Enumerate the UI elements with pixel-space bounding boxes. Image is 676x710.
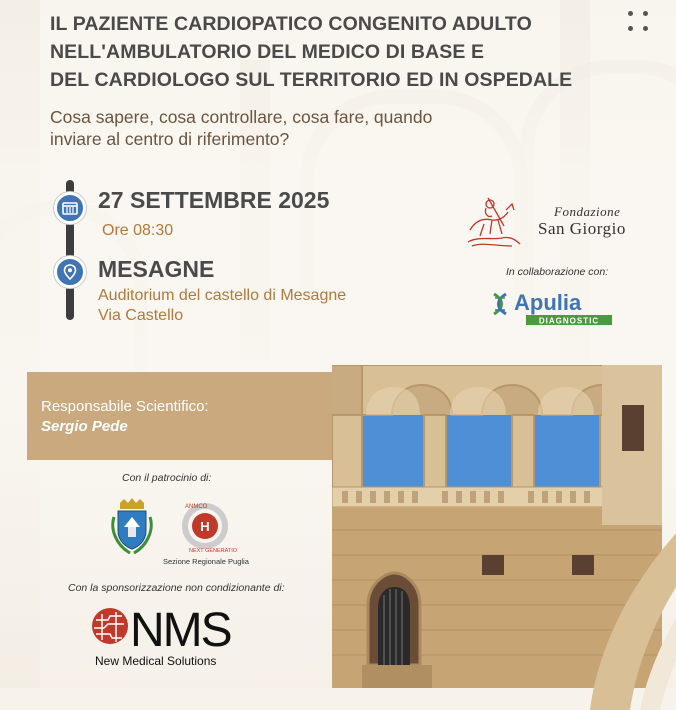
anmco-wordmark: ANMCO bbox=[185, 504, 208, 510]
event-city: MESAGNE bbox=[98, 256, 215, 282]
title-line: DEL CARDIOLOGO SUL TERRITORIO ED IN OSPEDALE bbox=[50, 69, 573, 91]
mesagne-crest-icon bbox=[110, 497, 154, 555]
location-pin-icon bbox=[54, 256, 86, 288]
event-subtitle bbox=[50, 106, 520, 150]
subtitle-line: inviare al centro di riferimento? bbox=[50, 129, 290, 149]
nms-wordmark: NMS bbox=[130, 604, 231, 657]
saint-george-icon bbox=[462, 190, 524, 252]
decorative-curve bbox=[590, 490, 676, 710]
sponsor-label: Con la sponsorizzazione non condizionante di: bbox=[68, 582, 285, 594]
fondazione-san-giorgio-logo bbox=[462, 190, 662, 252]
dna-icon bbox=[494, 294, 506, 314]
apulia-subtitle: DIAGNOSTIC bbox=[538, 316, 600, 326]
venue-line: Via Castello bbox=[98, 307, 184, 324]
scientific-name: Sergio Pede bbox=[41, 418, 128, 435]
nms-logo bbox=[90, 600, 240, 658]
scientific-responsible-box bbox=[27, 372, 332, 460]
organizer-line1: Fondazione bbox=[554, 204, 621, 219]
svg-text:H: H bbox=[200, 519, 210, 534]
event-title bbox=[50, 10, 610, 94]
patronage-label: Con il patrocinio di: bbox=[122, 472, 212, 484]
calendar-icon bbox=[54, 192, 86, 224]
scientific-label: Responsabile Scientifico: bbox=[41, 398, 209, 415]
title-line: NELL'AMBULATORIO DEL MEDICO DI BASE E bbox=[50, 41, 485, 63]
organizer-line2: San Giorgio bbox=[538, 219, 626, 238]
subtitle-line: Cosa sapere, cosa controllare, cosa fare, quando bbox=[50, 107, 433, 127]
venue-line: Auditorium del castello di Mesagne bbox=[98, 287, 347, 304]
sponsor-name: New Medical Solutions bbox=[95, 654, 217, 668]
more-options-icon[interactable] bbox=[624, 8, 652, 34]
collaboration-label: In collaborazione con: bbox=[506, 266, 609, 278]
apulia-wordmark: Apulia bbox=[514, 290, 582, 315]
event-venue bbox=[98, 286, 346, 326]
brain-icon bbox=[92, 608, 128, 644]
event-time: Ore 08:30 bbox=[102, 222, 174, 239]
anmco-next-generation-logo bbox=[177, 498, 237, 554]
anmco-section: Sezione Regionale Puglia bbox=[163, 557, 249, 566]
apulia-diagnostic-logo bbox=[490, 284, 616, 328]
event-date: 27 SETTEMBRE 2025 bbox=[98, 187, 330, 213]
anmco-tagline: NEXT GENERATION bbox=[189, 548, 237, 554]
title-line: IL PAZIENTE CARDIOPATICO CONGENITO ADULTO bbox=[50, 13, 532, 35]
